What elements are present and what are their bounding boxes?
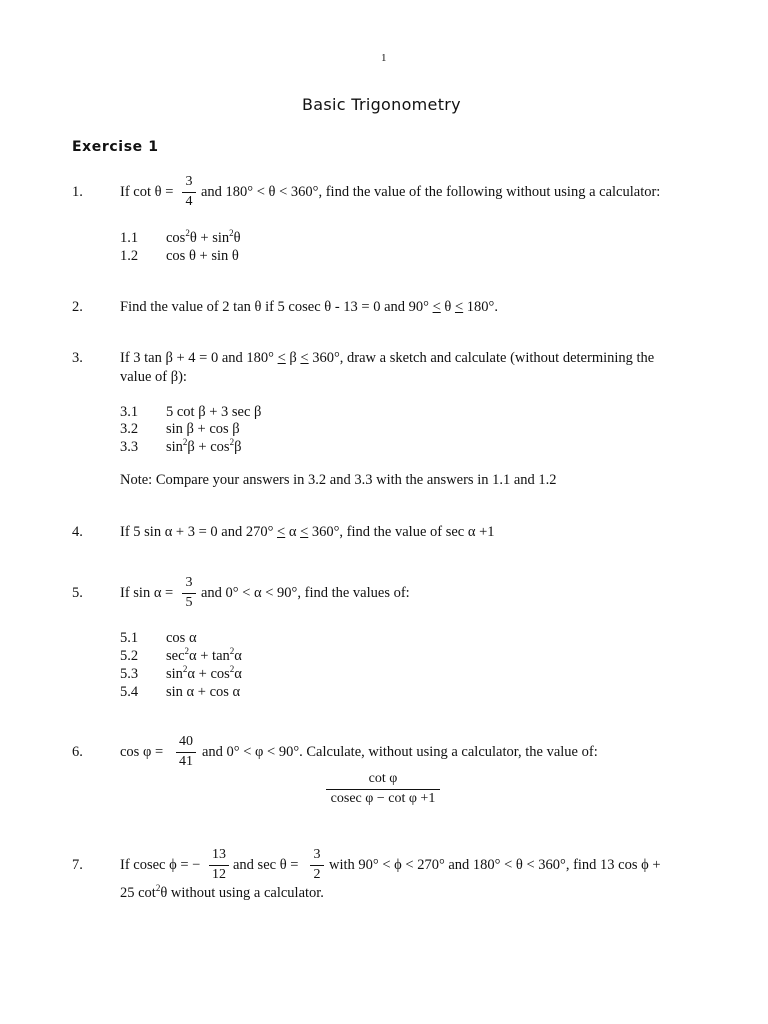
subquestion-number: 3.1	[120, 404, 139, 420]
fraction	[176, 735, 196, 769]
fraction-denominator: 5	[185, 595, 193, 610]
question-text: If cosec ϕ = −	[120, 857, 201, 873]
fraction-bar	[209, 865, 229, 866]
fraction	[209, 848, 229, 882]
expression-fraction	[326, 772, 440, 806]
page-title: Basic Trigonometry	[302, 95, 461, 114]
question-text: cos φ =	[120, 744, 164, 760]
subquestion-expression: sin β + cos β	[166, 421, 240, 437]
question-text: with 90° < ϕ < 270° and 180° < θ < 360°, find 13 cos ϕ +	[329, 857, 661, 873]
fraction-numerator: 40	[179, 734, 193, 749]
subquestion-expression: $\sec^2\alpha + \tan^2\alpha$	[166, 646, 242, 664]
subquestion-expression: sin α + cos α	[166, 684, 241, 700]
fraction-numerator: cot φ	[368, 771, 398, 786]
subquestion-expression: cos α	[166, 630, 197, 646]
fraction-numerator: 3	[313, 847, 321, 862]
subquestion-number: 5.1	[120, 630, 139, 646]
subquestion-number: 1.1	[120, 230, 139, 246]
note-text: Note: Compare your answers in 3.2 and 3.3 with the answers in 1.1 and 1.2	[120, 472, 557, 488]
question-number: 4.	[72, 524, 83, 540]
question-number: 2.	[72, 299, 83, 315]
fraction-denominator: 4	[185, 194, 193, 209]
question-text: If cot θ =	[120, 184, 174, 200]
question-text: Find the value of 2 tan θ if 5 cosec θ - 13 = 0 and 90° < θ < 180°.	[120, 299, 498, 315]
question-text: 25 $\cot^2\theta$ without using a calculator.	[120, 883, 324, 901]
fraction-denominator: 2	[313, 867, 321, 882]
fraction-numerator: 3	[185, 174, 193, 189]
question-text: and 0° < φ < 90°. Calculate, without using a calculator, the value of:	[202, 744, 598, 760]
question-text: If 3 tan β + 4 = 0 and 180° < β < 360°, draw a sketch and calculate (without determining the	[120, 350, 655, 366]
fraction-bar	[176, 752, 196, 753]
fraction-denominator: 41	[179, 754, 193, 769]
question-number: 7.	[72, 857, 83, 873]
fraction-denominator: cosec φ − cot φ +1	[330, 791, 436, 806]
subquestion-number: 3.3	[120, 439, 139, 455]
question-text: If 5 sin α + 3 = 0 and 270° < α < 360°, find the value of sec α +1	[120, 524, 495, 540]
subquestion-expression: $\sin^2\alpha + \cos^2\alpha$	[166, 664, 242, 682]
subquestion-number: 5.3	[120, 666, 139, 682]
fraction-bar	[326, 789, 440, 790]
fraction-bar	[182, 593, 196, 594]
subquestion-expression: 5 cot β + 3 sec β	[166, 404, 262, 420]
fraction-denominator: 12	[212, 867, 226, 882]
question-text: If sin α =	[120, 585, 174, 601]
question-text: and sec θ =	[233, 857, 299, 873]
question-number: 1.	[72, 184, 83, 200]
exercise-heading: Exercise 1	[72, 139, 159, 155]
fraction-bar	[310, 865, 324, 866]
fraction	[182, 576, 196, 610]
subquestion-expression: $\cos^2\theta + \sin^2\theta$	[166, 228, 241, 246]
subquestion-number: 5.4	[120, 684, 139, 700]
question-number: 3.	[72, 350, 83, 366]
subquestion-expression: cos θ + sin θ	[166, 248, 239, 264]
fraction	[310, 848, 324, 882]
question-number: 5.	[72, 585, 83, 601]
subquestion-number: 3.2	[120, 421, 139, 437]
fraction-numerator: 13	[212, 847, 226, 862]
page-number: 1	[381, 52, 387, 64]
question-text: value of β):	[120, 369, 187, 385]
fraction-numerator: 3	[185, 575, 193, 590]
question-text: and 0° < α < 90°, find the values of:	[201, 585, 410, 601]
fraction	[182, 175, 196, 209]
question-number: 6.	[72, 744, 83, 760]
subquestion-number: 1.2	[120, 248, 139, 264]
subquestion-number: 5.2	[120, 648, 139, 664]
subquestion-expression: $\sin^2\beta + \cos^2\beta$	[166, 437, 242, 455]
question-text: and 180° < θ < 360°, find the value of the following without using a calculator:	[201, 184, 661, 200]
fraction-bar	[182, 192, 196, 193]
